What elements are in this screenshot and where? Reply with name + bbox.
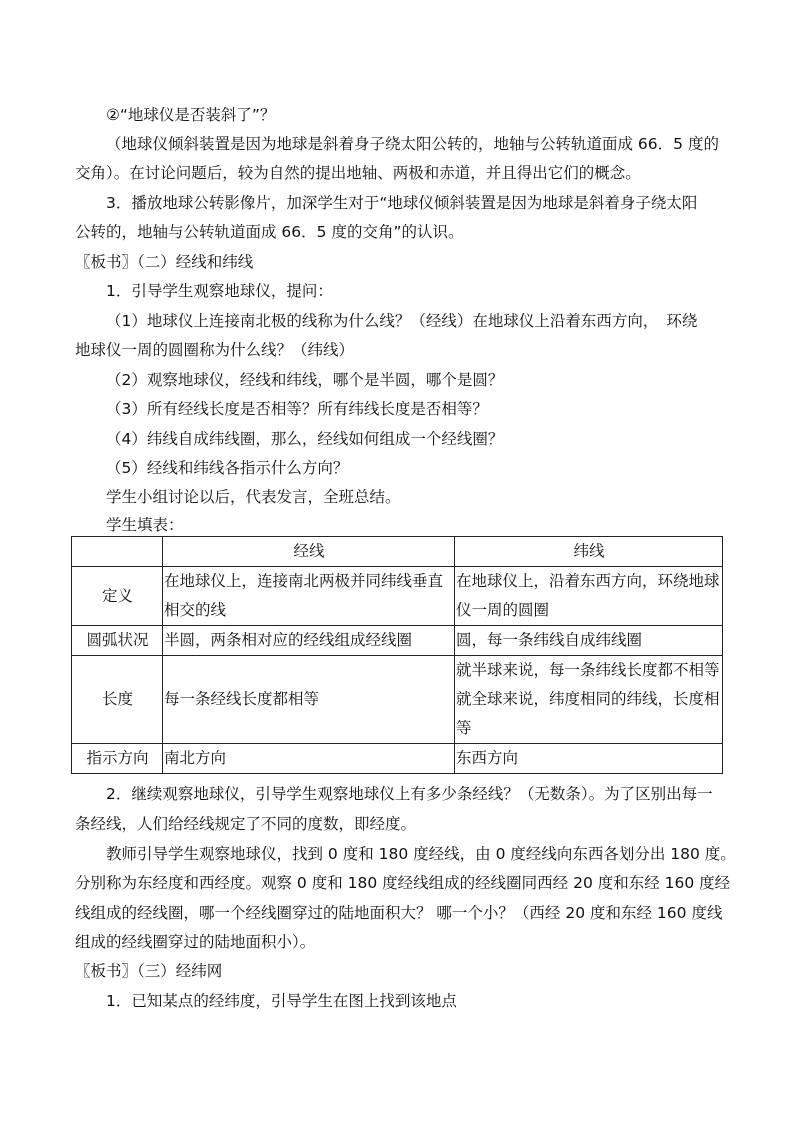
table-header-cell [72,537,163,567]
paragraph-line: 学生小组讨论以后，代表发言，全班总结。 [106,488,401,506]
paragraph-line: 教师引导学生观察地球仪，找到 0 度和 180 度经线，由 0 度经线向东西各划分出 180 度。 [106,845,736,863]
paragraph-line: 线组成的经线圈，哪一个经线圈穿过的陆地面积大？ 哪一个小？（西经 20 度和东经 160 度线 [75,904,723,922]
table-cell: 南北方向 [163,744,455,774]
table-header-cell: 纬线 [455,537,723,567]
table-row [72,744,723,774]
fill-in-table [71,536,723,774]
question-2: ②“地球仪是否装斜了”？ [106,106,276,124]
board-heading-2: 〖板书〗（二）经线和纬线 [75,253,254,271]
row-label: 指示方向 [72,744,163,774]
row-label: 圆弧状况 [72,626,163,656]
paragraph-line: 公转的，地轴与公转轨道面成 66．5 度的交角”的认识。 [75,223,464,241]
table-row [72,656,723,744]
table-cell: 就半球来说，每一条纬线长度都不相等 就全球来说，纬度相同的纬线，长度相 等 [455,656,723,744]
paragraph-line: 1．引导学生观察地球仪，提问： [106,282,333,300]
question-line: （1）地球仪上连接南北极的线称为什么线？（经线）在地球仪上沿着东西方向， 环绕 [106,312,698,330]
table-row [72,567,723,626]
table-cell: 东西方向 [455,744,723,774]
question-line: （3）所有经线长度是否相等？所有纬线长度是否相等？ [106,400,488,418]
board-heading-3: 〖板书〗（三）经纬网 [75,962,223,980]
table-cell: 半圆，两条相对应的经线组成经线圈 [163,626,455,656]
question-line: （4）纬线自成纬线圈，那么，经线如何组成一个经线圈？ [106,430,504,448]
paragraph-line: 条经线，人们给经线规定了不同的度数，即经度。 [75,815,417,833]
table-row [72,626,723,656]
paragraph-line: （地球仪倾斜装置是因为地球是斜着身子绕太阳公转的，地轴与公转轨道面成 66．5 度的 [106,135,719,153]
table-header-row [72,537,723,567]
row-label: 长度 [72,656,163,744]
paragraph-line: 交角）。在讨论问题后，较为自然的提出地轴、两极和赤道，并且得出它们的概念。 [75,164,641,182]
paragraph-line: 组成的经线圈穿过的陆地面积小）。 [75,933,316,951]
table-cell: 每一条经线长度都相等 [163,656,455,744]
table-cell: 圆，每一条纬线自成纬线圈 [455,626,723,656]
row-label: 定义 [72,567,163,626]
question-line: （2）观察地球仪，经线和纬线，哪个是半圆，哪个是圆？ [106,371,504,389]
question-line: （5）经线和纬线各指示什么方向？ [106,459,349,477]
table-caption: 学生填表： [106,516,184,534]
table-cell: 在地球仪上，连接南北两极并同纬线垂直 相交的线 [163,567,455,626]
paragraph-line: 2．继续观察地球仪，引导学生观察地球仪上有多少条经线？（无数条）。为了区别出每一 [106,785,713,803]
paragraph-line: 分别称为东经度和西经度。观察 0 度和 180 度经线组成的经线圈同西经 20 度和东经 160 度经 [75,874,731,892]
question-line: 地球仪一周的圆圈称为什么线？（纬线） [75,341,355,359]
table-cell: 在地球仪上，沿着东西方向，环绕地球 仪一周的圆圈 [455,567,723,626]
paragraph-line: 1．已知某点的经纬度，引导学生在图上找到该地点 [106,992,457,1010]
paragraph-line: 3．播放地球公转影像片，加深学生对于“地球仪倾斜装置是因为地球是斜着身子绕太阳 [106,194,698,212]
table-header-cell: 经线 [163,537,455,567]
